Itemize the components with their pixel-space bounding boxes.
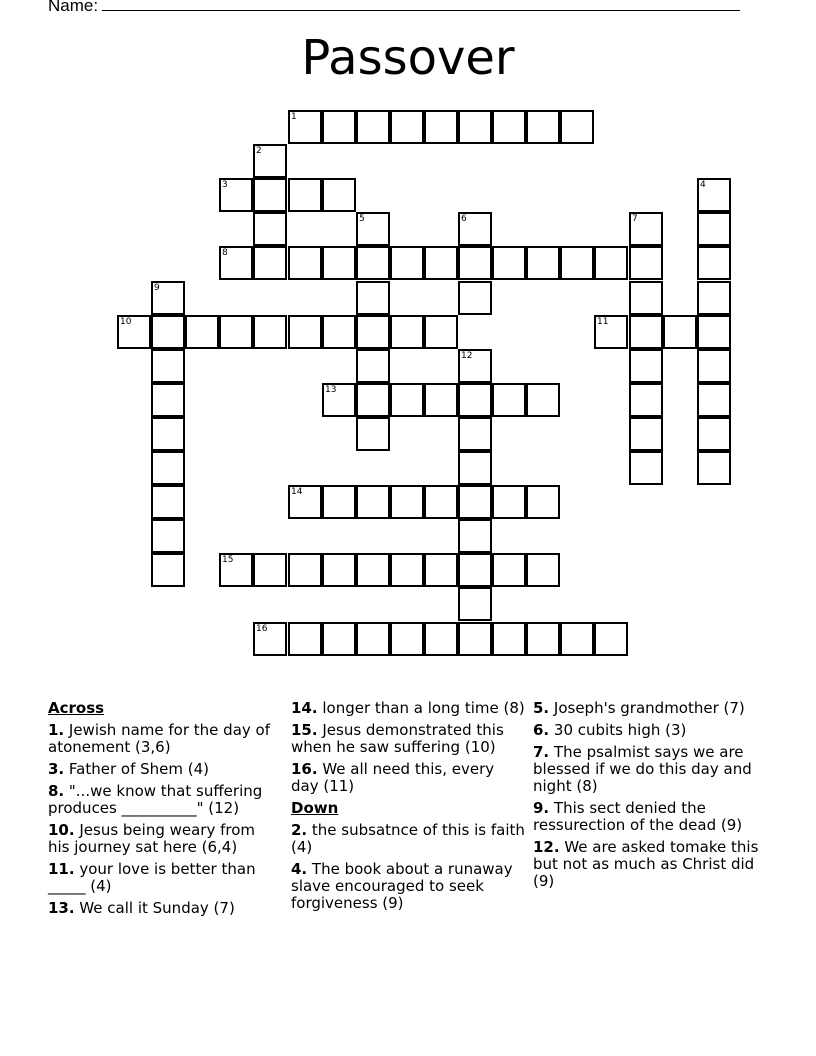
grid-cell[interactable] xyxy=(629,315,663,349)
clue-number-label: 13 xyxy=(325,385,337,395)
grid-cell[interactable] xyxy=(185,315,219,349)
clue-number: 1. xyxy=(48,721,65,739)
grid-cell[interactable] xyxy=(390,315,424,349)
grid-cell[interactable] xyxy=(629,383,663,417)
clue-across xyxy=(48,722,273,756)
grid-cell[interactable] xyxy=(288,622,322,656)
clue-number: 13. xyxy=(48,899,75,917)
clue-number-label: 7 xyxy=(632,214,638,224)
grid-cell[interactable] xyxy=(492,383,526,417)
grid-cell[interactable] xyxy=(697,383,731,417)
grid-cell[interactable] xyxy=(458,349,492,383)
clue-number: 3. xyxy=(48,760,65,778)
grid-cell[interactable] xyxy=(288,178,322,212)
grid-cell[interactable] xyxy=(253,246,287,280)
clue-down xyxy=(533,839,773,890)
grid-cell[interactable] xyxy=(697,349,731,383)
grid-cell[interactable] xyxy=(356,315,390,349)
clue-text: Jewish name for the day of atonement (3,6) xyxy=(48,721,270,756)
grid-cell[interactable] xyxy=(151,281,185,315)
grid-cell[interactable] xyxy=(629,417,663,451)
grid-cell[interactable] xyxy=(526,246,560,280)
clue-number-label: 14 xyxy=(291,487,303,497)
grid-cell[interactable] xyxy=(356,553,390,587)
clue-number: 8. xyxy=(48,782,65,800)
grid-cell[interactable] xyxy=(424,383,458,417)
grid-cell[interactable] xyxy=(390,383,424,417)
grid-cell[interactable] xyxy=(492,110,526,144)
grid-cell[interactable] xyxy=(492,553,526,587)
clue-across xyxy=(291,761,526,795)
grid-cell[interactable] xyxy=(151,383,185,417)
clue-text: This sect denied the ressurection of the dead (9) xyxy=(533,799,743,834)
clues-column-1 xyxy=(48,700,273,922)
grid-cell[interactable] xyxy=(424,622,458,656)
grid-cell[interactable] xyxy=(288,246,322,280)
clue-number-label: 15 xyxy=(222,555,234,565)
grid-cell[interactable] xyxy=(594,246,628,280)
grid-cell[interactable] xyxy=(253,144,287,178)
grid-cell[interactable] xyxy=(253,315,287,349)
grid-cell[interactable] xyxy=(458,485,492,519)
clue-text: We are asked tomake this but not as much as Christ did (9) xyxy=(533,838,759,890)
grid-cell[interactable] xyxy=(253,178,287,212)
clue-text: the subsatnce of this is faith (4) xyxy=(291,821,525,856)
grid-cell[interactable] xyxy=(151,315,185,349)
grid-cell[interactable] xyxy=(629,451,663,485)
clue-number: 4. xyxy=(291,860,308,878)
clue-number: 12. xyxy=(533,838,560,856)
clue-text: We all need this, every day (11) xyxy=(291,760,495,795)
clue-text: We call it Sunday (7) xyxy=(74,899,235,917)
grid-cell[interactable] xyxy=(458,246,492,280)
grid-cell[interactable] xyxy=(424,485,458,519)
clue-text: Jesus demonstrated this when he saw suffering (10) xyxy=(291,721,504,756)
grid-cell[interactable] xyxy=(560,622,594,656)
clue-number: 2. xyxy=(291,821,308,839)
grid-cell[interactable] xyxy=(288,315,322,349)
clue-down xyxy=(291,861,526,912)
grid-cell[interactable] xyxy=(390,246,424,280)
clue-across xyxy=(48,761,273,778)
name-line[interactable] xyxy=(102,0,740,11)
clue-number-label: 1 xyxy=(291,112,297,122)
clue-number-label: 3 xyxy=(222,180,228,190)
clue-down xyxy=(533,800,773,834)
grid-cell[interactable] xyxy=(526,110,560,144)
grid-cell[interactable] xyxy=(356,417,390,451)
clue-number: 16. xyxy=(291,760,318,778)
grid-cell[interactable] xyxy=(219,553,253,587)
clue-number-label: 12 xyxy=(461,351,473,361)
grid-cell[interactable] xyxy=(219,246,253,280)
grid-cell[interactable] xyxy=(458,587,492,621)
grid-cell[interactable] xyxy=(458,383,492,417)
grid-cell[interactable] xyxy=(151,417,185,451)
grid-cell[interactable] xyxy=(151,451,185,485)
clue-number-label: 16 xyxy=(256,624,268,634)
clue-text: Jesus being weary from his journey sat here (6,4) xyxy=(48,821,256,856)
grid-cell[interactable] xyxy=(697,178,731,212)
grid-cell[interactable] xyxy=(697,315,731,349)
grid-cell[interactable] xyxy=(424,315,458,349)
clue-down xyxy=(533,744,773,795)
grid-cell[interactable] xyxy=(458,110,492,144)
clue-across xyxy=(48,861,273,895)
clue-number-label: 9 xyxy=(154,283,160,293)
page-title: Passover xyxy=(301,30,515,86)
clue-text: your love is better than _____ (4) xyxy=(48,860,256,895)
grid-cell[interactable] xyxy=(526,553,560,587)
grid-cell[interactable] xyxy=(356,212,390,246)
grid-cell[interactable] xyxy=(594,622,628,656)
grid-cell[interactable] xyxy=(697,451,731,485)
clue-number: 14. xyxy=(291,699,318,717)
grid-cell[interactable] xyxy=(288,110,322,144)
grid-cell[interactable] xyxy=(322,246,356,280)
clue-number-label: 11 xyxy=(597,317,609,327)
grid-cell[interactable] xyxy=(253,622,287,656)
grid-cell[interactable] xyxy=(629,212,663,246)
clue-down xyxy=(291,822,526,856)
clue-number-label: 6 xyxy=(461,214,467,224)
clues-column-3 xyxy=(533,700,773,895)
clue-text: 30 cubits high (3) xyxy=(549,721,687,739)
grid-cell[interactable] xyxy=(458,519,492,553)
grid-cell[interactable] xyxy=(697,246,731,280)
grid-cell[interactable] xyxy=(322,553,356,587)
grid-cell[interactable] xyxy=(322,315,356,349)
grid-cell[interactable] xyxy=(151,519,185,553)
grid-cell[interactable] xyxy=(458,553,492,587)
grid-cell[interactable] xyxy=(390,110,424,144)
grid-cell[interactable] xyxy=(390,485,424,519)
grid-cell[interactable] xyxy=(526,622,560,656)
grid-cell[interactable] xyxy=(458,417,492,451)
clue-number-label: 8 xyxy=(222,248,228,258)
grid-cell[interactable] xyxy=(356,383,390,417)
down-heading: Down xyxy=(291,799,339,817)
clue-down xyxy=(533,722,773,739)
grid-cell[interactable] xyxy=(219,178,253,212)
across-heading: Across xyxy=(48,699,105,717)
clue-number-label: 10 xyxy=(120,317,132,327)
grid-cell[interactable] xyxy=(356,281,390,315)
grid-cell[interactable] xyxy=(526,383,560,417)
grid-cell[interactable] xyxy=(322,383,356,417)
clue-across xyxy=(48,900,273,917)
grid-cell[interactable] xyxy=(356,485,390,519)
clue-text: The book about a runaway slave encouraged to seek forgiveness (9) xyxy=(291,860,513,912)
grid-cell[interactable] xyxy=(492,485,526,519)
clue-across xyxy=(48,783,273,817)
grid-cell[interactable] xyxy=(151,553,185,587)
grid-cell[interactable] xyxy=(322,178,356,212)
grid-cell[interactable] xyxy=(356,349,390,383)
grid-cell[interactable] xyxy=(151,349,185,383)
clue-text: "...we know that suffering produces __________" (12) xyxy=(48,782,263,817)
grid-cell[interactable] xyxy=(219,315,253,349)
clue-text: The psalmist says we are blessed if we do this day and night (8) xyxy=(533,743,752,795)
grid-cell[interactable] xyxy=(458,281,492,315)
grid-cell[interactable] xyxy=(458,212,492,246)
grid-cell[interactable] xyxy=(288,485,322,519)
clue-number: 11. xyxy=(48,860,75,878)
grid-cell[interactable] xyxy=(629,246,663,280)
grid-cell[interactable] xyxy=(594,315,628,349)
grid-cell[interactable] xyxy=(322,622,356,656)
grid-cell[interactable] xyxy=(629,281,663,315)
grid-cell[interactable] xyxy=(322,485,356,519)
grid-cell[interactable] xyxy=(697,417,731,451)
clue-number: 5. xyxy=(533,699,550,717)
clue-number: 10. xyxy=(48,821,75,839)
clue-text: Father of Shem (4) xyxy=(64,760,210,778)
grid-cell[interactable] xyxy=(356,246,390,280)
clue-number: 6. xyxy=(533,721,550,739)
clue-text: longer than a long time (8) xyxy=(317,699,525,717)
grid-cell[interactable] xyxy=(663,315,697,349)
grid-cell[interactable] xyxy=(492,622,526,656)
clue-number: 9. xyxy=(533,799,550,817)
grid-cell[interactable] xyxy=(356,622,390,656)
grid-cell[interactable] xyxy=(390,553,424,587)
clue-down xyxy=(533,700,773,717)
grid-cell[interactable] xyxy=(322,110,356,144)
grid-cell[interactable] xyxy=(629,349,663,383)
grid-cell[interactable] xyxy=(560,246,594,280)
grid-cell[interactable] xyxy=(424,553,458,587)
name-label: Name: xyxy=(48,0,99,15)
clue-number: 7. xyxy=(533,743,550,761)
grid-cell[interactable] xyxy=(356,110,390,144)
grid-cell[interactable] xyxy=(458,451,492,485)
grid-cell[interactable] xyxy=(526,485,560,519)
clues-column-2 xyxy=(291,700,526,917)
grid-cell[interactable] xyxy=(390,622,424,656)
grid-cell[interactable] xyxy=(117,315,151,349)
grid-cell[interactable] xyxy=(253,212,287,246)
clue-number-label: 5 xyxy=(359,214,365,224)
clue-across xyxy=(48,822,273,856)
clue-text: Joseph's grandmother (7) xyxy=(549,699,745,717)
clue-number-label: 2 xyxy=(256,146,262,156)
grid-cell[interactable] xyxy=(288,553,322,587)
grid-cell[interactable] xyxy=(424,246,458,280)
clue-number-label: 4 xyxy=(700,180,706,190)
grid-cell[interactable] xyxy=(151,485,185,519)
grid-cell[interactable] xyxy=(424,110,458,144)
grid-cell[interactable] xyxy=(560,110,594,144)
grid-cell[interactable] xyxy=(253,553,287,587)
grid-cell[interactable] xyxy=(697,281,731,315)
clue-across xyxy=(291,722,526,756)
name-field[interactable] xyxy=(48,0,740,16)
grid-cell[interactable] xyxy=(697,212,731,246)
clue-number: 15. xyxy=(291,721,318,739)
grid-cell[interactable] xyxy=(458,622,492,656)
clue-across xyxy=(291,700,526,717)
grid-cell[interactable] xyxy=(492,246,526,280)
